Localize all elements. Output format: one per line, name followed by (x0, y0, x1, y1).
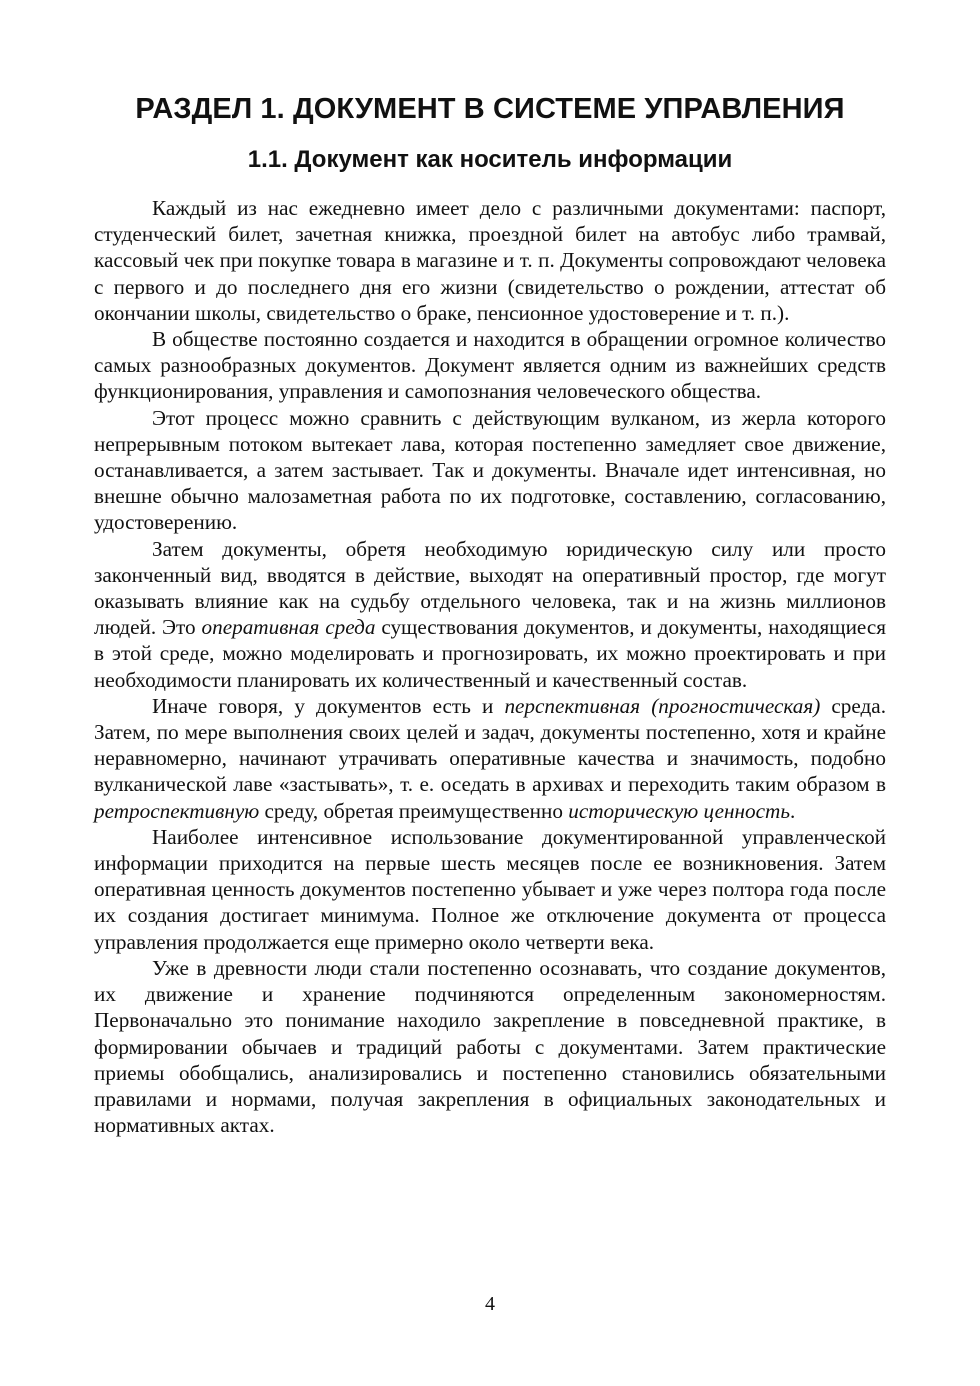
italic-term: перспективная (прогностическая) (504, 693, 821, 718)
italic-term: историческую ценность (568, 798, 790, 823)
document-page (94, 86, 886, 1138)
subsection-title: 1.1. Документ как носитель информации (247, 146, 733, 173)
page-number: 4 (485, 1293, 495, 1315)
paragraph-1: Каждый из нас ежедневно имеет дело с различными документами: паспорт, студенческий билет, зачетная книжка, проездной билет на автобус либо трамвай, кассовый чек при покупке товара в магазине и т. п. Документы сопровождают человека с первого и до последнего дня его жизни (свидетельство о рождении, аттестат об окончании школы, свидетельство о браке, пенсионное удостоверение и т. п.). (94, 196, 886, 325)
paragraph-2: В обществе постоянно создается и находится в обращении огромное количество самых разнообразных документов. Документ является одним из важнейших средств функционирования, управления и самопознания человеческого общества. (94, 327, 886, 404)
paragraph-4: Затем документы, обретя необходимую юридическую силу или просто законченный вид, вводятся в действие, выходят на оперативный простор, где могут оказывать влияние как на судьбу отдельного человека, так и на жизнь миллионов людей. Это оперативная среда существования документов, и документы, находящиеся в этой среде, можно моделировать и прогнозировать, их можно проектировать и при необходимости планировать их количественный и качественный состав. (94, 536, 887, 692)
paragraph-7: Уже в древности люди стали постепенно осознавать, что создание документов, их движение и хранение подчиняются определенным закономерностям. Первоначально это понимание находило закрепление в повседневной практике, в формировании обычаев и традиций работы с документами. Затем практические приемы обобщались, анализировались и постепенно становились обязательными правилами и нормами, получая закрепления в официальных законодательных и нормативных актах. (94, 955, 886, 1138)
paragraph-5: Иначе говоря, у документов есть и перспективная (прогностическая) среда. Затем, по мере выполнения своих целей и задач, документы постепенно, хотя и крайне неравномерно, начинают утрачивать оперативные качества и значимость, подобно вулканической лаве «застывать», т. е. оседать в архивах и переходить таким образом в ретроспективную среду, обретая преимущественно историческую ценность. (94, 693, 886, 823)
body-text (94, 195, 886, 1138)
section-title: РАЗДЕЛ 1. ДОКУМЕНТ В СИСТЕМЕ УПРАВЛЕНИЯ (135, 93, 845, 125)
paragraph-6: Наиболее интенсивное использование документированной управленческой информации приходится на первые шесть месяцев после ее возникновения. Затем оперативная ценность документов постепенно убывает и уже через полтора года после их создания достигает минимума. Полное же отключение документа от процесса управления продолжается еще примерно около четверти века. (94, 824, 886, 954)
paragraph-3: Этот процесс можно сравнить с действующим вулканом, из жерла которого непрерывным потоком вытекает лава, которая постепенно замедляет свое движение, останавливается, а затем застывает. Так и документы. Вначале идет интенсивная, но внешне обычно малозаметная работа по их подготовке, составлению, согласованию, удостоверению. (94, 405, 886, 535)
italic-term: оперативная среда (201, 615, 376, 640)
italic-term: ретроспективную (94, 798, 260, 823)
